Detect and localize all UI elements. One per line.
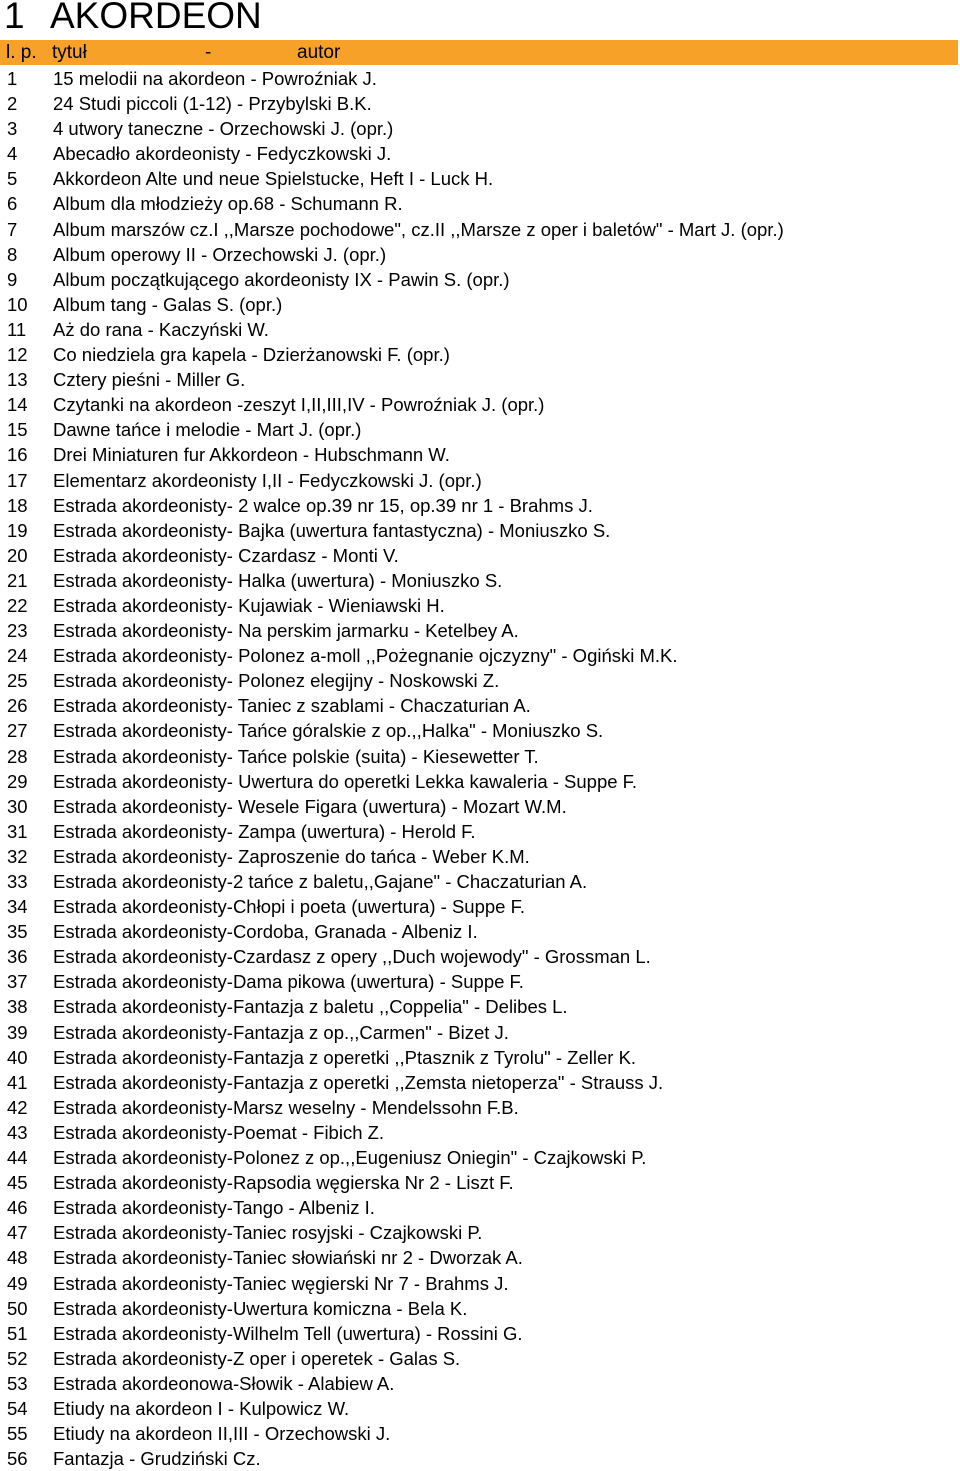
row-number: 53: [7, 1372, 28, 1394]
table-row: [0, 668, 958, 693]
row-number: 32: [7, 845, 28, 867]
row-title-author: Estrada akordeonisty- Zampa (uwertura) - Herold F.: [53, 820, 476, 842]
row-number: 30: [7, 795, 28, 817]
row-title-author: Estrada akordeonisty-Chłopi i poeta (uwertura) - Suppe F.: [53, 896, 525, 918]
table-row: [0, 1245, 958, 1270]
row-title-author: 24 Studi piccoli (1-12) - Przybylski B.K.: [53, 93, 372, 115]
row-title-author: Album tang - Galas S. (opr.): [53, 293, 283, 315]
row-title-author: Estrada akordeonisty-Polonez z op.,,Eugeniusz Oniegin" - Czajkowski P.: [53, 1147, 647, 1169]
row-title-author: Estrada akordeonisty-Tango - Albeniz I.: [53, 1197, 375, 1219]
table-row: [0, 367, 958, 392]
table-row: [0, 1120, 958, 1145]
row-number: 44: [7, 1147, 28, 1169]
table-row: [0, 794, 958, 819]
row-title-author: Estrada akordeonisty-Taniec słowiański nr 2 - Dworzak A.: [53, 1247, 523, 1269]
row-title-author: Album dla młodzieży op.68 - Schumann R.: [53, 193, 403, 215]
row-title-author: Estrada akordeonisty-Dama pikowa (uwertura) - Suppe F.: [53, 971, 524, 993]
row-title-author: Estrada akordeonisty- 2 walce op.39 nr 15, op.39 nr 1 - Brahms J.: [53, 494, 593, 516]
row-number: 1: [7, 68, 18, 89]
section-title: AKORDEON: [50, 0, 262, 36]
table-row: [0, 317, 958, 342]
table-row: [0, 1070, 958, 1095]
table-row: [0, 267, 958, 292]
row-title-author: Estrada akordeonisty-Wilhelm Tell (uwertura) - Rossini G.: [53, 1322, 523, 1344]
row-title-author: Estrada akordeonisty-Fantazja z op.,,Carmen" - Bizet J.: [53, 1021, 509, 1043]
row-title-author: Estrada akordeonisty- Polonez elegijny - Noskowski Z.: [53, 670, 500, 692]
row-title-author: Album początkującego akordeonisty IX - Pawin S. (opr.): [53, 268, 510, 290]
table-row: [0, 1271, 958, 1296]
row-number: 18: [7, 494, 28, 516]
table-row: [0, 166, 958, 191]
table-row: [0, 1020, 958, 1045]
row-number: 41: [7, 1071, 28, 1093]
table-row: [0, 894, 958, 919]
row-number: 50: [7, 1297, 28, 1319]
row-title-author: Estrada akordeonisty- Taniec z szablami - Chaczaturian A.: [53, 695, 531, 717]
row-title-author: Estrada akordeonisty-2 tańce z baletu,,Gajane" - Chaczaturian A.: [53, 871, 588, 892]
table-row: [0, 869, 958, 894]
table-row: [0, 292, 958, 317]
table-row: [0, 744, 958, 769]
row-number: 56: [7, 1448, 28, 1470]
table-row: [0, 1220, 958, 1245]
row-number: 25: [7, 670, 28, 692]
table-row: [0, 543, 958, 568]
row-number: 15: [7, 419, 28, 441]
column-header-separator: -: [205, 42, 212, 63]
row-title-author: Estrada akordeonisty- Wesele Figara (uwertura) - Mozart W.M.: [53, 795, 567, 817]
table-row: [0, 442, 958, 467]
table-row: [0, 568, 958, 593]
row-title-author: Estrada akordeonisty- Tańce polskie (suita) - Kiesewetter T.: [53, 745, 539, 767]
row-title-author: Etiudy na akordeon II,III - Orzechowski J.: [53, 1423, 391, 1445]
table-row: [0, 1045, 958, 1070]
row-title-author: Estrada akordeonisty- Halka (uwertura) - Moniuszko S.: [53, 569, 503, 591]
table-row: [0, 944, 958, 969]
row-number: 42: [7, 1096, 28, 1118]
table-row: [0, 1371, 958, 1396]
table-row: [0, 994, 958, 1019]
row-number: 2: [7, 93, 18, 115]
row-title-author: Fantazja - Grudziński Cz.: [53, 1448, 261, 1470]
row-number: 14: [7, 394, 28, 416]
row-number: 4: [7, 143, 18, 165]
row-number: 17: [7, 469, 28, 491]
row-number: 37: [7, 971, 28, 993]
row-number: 12: [7, 344, 28, 366]
table-row: [0, 1446, 958, 1471]
table-row: [0, 844, 958, 869]
table-row: [0, 468, 958, 493]
row-title-author: Estrada akordeonisty- Polonez a-moll ,,Pożegnanie ojczyzny" - Ogiński M.K.: [53, 645, 678, 667]
column-header-lp: l. p.: [6, 42, 37, 63]
row-number: 33: [7, 871, 28, 892]
row-number: 49: [7, 1272, 28, 1294]
section-number: 1: [4, 0, 25, 36]
row-number: 28: [7, 745, 28, 767]
row-title-author: Estrada akordeonisty-Czardasz z opery ,,Duch wojewody" - Grossman L.: [53, 946, 651, 968]
row-title-author: Album marszów cz.I ,,Marsze pochodowe", cz.II ,,Marsze z oper i baletów" - Mart J. (opr.): [53, 218, 784, 240]
table-row: [0, 969, 958, 994]
row-number: 20: [7, 544, 28, 566]
table-row: [0, 1170, 958, 1195]
row-number: 26: [7, 695, 28, 717]
row-number: 22: [7, 594, 28, 616]
row-title-author: Aż do rana - Kaczyński W.: [53, 318, 269, 340]
row-number: 45: [7, 1172, 28, 1194]
table-row: [0, 643, 958, 668]
table-row: [0, 1095, 958, 1120]
row-title-author: Czytanki na akordeon -zeszyt I,II,III,IV - Powroźniak J. (opr.): [53, 394, 545, 416]
row-number: 48: [7, 1247, 28, 1269]
table-header: [0, 40, 958, 65]
row-title-author: Estrada akordeonisty- Na perskim jarmarku - Ketelbey A.: [53, 620, 519, 642]
row-number: 52: [7, 1347, 28, 1369]
table-row: [0, 141, 958, 166]
row-number: 8: [7, 243, 18, 265]
column-header-author: autor: [297, 42, 341, 63]
row-title-author: Cztery pieśni - Miller G.: [53, 369, 246, 391]
row-title-author: Estrada akordeonisty- Czardasz - Monti V.: [53, 544, 399, 566]
table-row: [0, 593, 958, 618]
table-row: [0, 1421, 958, 1446]
row-title-author: Elementarz akordeonisty I,II - Fedyczkowski J. (opr.): [53, 469, 482, 491]
row-number: 10: [7, 293, 28, 315]
column-header-title: tytuł: [52, 42, 87, 63]
page-title: [0, 0, 262, 38]
row-title-author: Estrada akordeonisty-Taniec węgierski Nr 7 - Brahms J.: [53, 1272, 509, 1294]
row-title-author: Estrada akordeonisty-Fantazja z operetki ,,Ptasznik z Tyrolu" - Zeller K.: [53, 1046, 637, 1068]
row-number: 46: [7, 1197, 28, 1219]
table-row: [0, 91, 958, 116]
table-row: [0, 1195, 958, 1220]
row-title-author: Estrada akordeonisty-Marsz weselny - Mendelssohn F.B.: [53, 1096, 519, 1118]
row-number: 19: [7, 519, 28, 541]
row-number: 9: [7, 268, 18, 290]
row-number: 7: [7, 218, 18, 240]
row-number: 39: [7, 1021, 28, 1043]
table-row: [0, 1321, 958, 1346]
row-number: 35: [7, 921, 28, 943]
row-number: 23: [7, 620, 28, 642]
row-title-author: Estrada akordeonisty- Tańce góralskie z op.,,Halka" - Moniuszko S.: [53, 720, 604, 742]
table-row: [0, 618, 958, 643]
table-row: [0, 116, 958, 141]
row-title-author: Co niedziela gra kapela - Dzierżanowski F. (opr.): [53, 344, 450, 366]
row-number: 36: [7, 946, 28, 968]
row-title-author: Estrada akordeonisty-Fantazja z operetki ,,Zemsta nietoperza" - Strauss J.: [53, 1071, 664, 1093]
row-number: 31: [7, 820, 28, 842]
row-title-author: Estrada akordeonisty-Z oper i operetek - Galas S.: [53, 1347, 461, 1369]
table-row: [0, 819, 958, 844]
row-number: 27: [7, 720, 28, 742]
table-row: [0, 518, 958, 543]
row-number: 24: [7, 645, 28, 667]
table-row: [0, 66, 958, 91]
table-row: [0, 769, 958, 794]
table-row: [0, 417, 958, 442]
row-number: 11: [7, 318, 27, 340]
row-title-author: Album operowy II - Orzechowski J. (opr.): [53, 243, 387, 265]
row-title-author: Estrada akordeonowa-Słowik - Alabiew A.: [53, 1372, 395, 1394]
row-title-author: Estrada akordeonisty-Poemat - Fibich Z.: [53, 1121, 385, 1143]
row-title-author: Akkordeon Alte und neue Spielstucke, Heft I - Luck H.: [53, 168, 494, 190]
row-title-author: Estrada akordeonisty-Taniec rosyjski - Czajkowski P.: [53, 1222, 483, 1244]
row-title-author: Estrada akordeonisty- Bajka (uwertura fantastyczna) - Moniuszko S.: [53, 519, 611, 541]
row-number: 29: [7, 770, 28, 792]
row-title-author: Estrada akordeonisty-Cordoba, Granada - Albeniz I.: [53, 921, 478, 943]
row-title-author: Estrada akordeonisty- Uwertura do operetki Lekka kawaleria - Suppe F.: [53, 770, 638, 792]
row-number: 34: [7, 896, 28, 918]
table-row: [0, 693, 958, 718]
table-row: [0, 919, 958, 944]
catalog-list: [0, 66, 958, 1471]
table-row: [0, 217, 958, 242]
table-row: [0, 1396, 958, 1421]
row-title-author: Abecadło akordeonisty - Fedyczkowski J.: [53, 143, 392, 165]
row-number: 51: [7, 1322, 28, 1344]
row-number: 21: [7, 569, 28, 591]
row-number: 47: [7, 1222, 28, 1244]
table-row: [0, 1145, 958, 1170]
table-row: [0, 342, 958, 367]
row-title-author: Estrada akordeonisty- Kujawiak - Wieniawski H.: [53, 594, 445, 616]
row-number: 13: [7, 369, 28, 391]
row-title-author: Estrada akordeonisty-Fantazja z baletu ,,Coppelia" - Delibes L.: [53, 996, 568, 1018]
row-title-author: 15 melodii na akordeon - Powroźniak J.: [53, 68, 377, 89]
row-number: 5: [7, 168, 18, 190]
row-number: 6: [7, 193, 18, 215]
row-number: 40: [7, 1046, 28, 1068]
row-title-author: Estrada akordeonisty-Rapsodia węgierska Nr 2 - Liszt F.: [53, 1172, 514, 1194]
table-row: [0, 191, 958, 216]
table-row: [0, 1296, 958, 1321]
table-row: [0, 392, 958, 417]
row-number: 16: [7, 444, 28, 466]
row-title-author: Dawne tańce i melodie - Mart J. (opr.): [53, 419, 362, 441]
row-title-author: 4 utwory taneczne - Orzechowski J. (opr.): [53, 118, 394, 140]
row-title-author: Estrada akordeonisty-Uwertura komiczna - Bela K.: [53, 1297, 468, 1319]
row-title-author: Etiudy na akordeon I - Kulpowicz W.: [53, 1397, 350, 1419]
row-title-author: Estrada akordeonisty- Zaproszenie do tańca - Weber K.M.: [53, 845, 530, 867]
row-title-author: Drei Miniaturen fur Akkordeon - Hubschmann W.: [53, 444, 450, 466]
table-row: [0, 242, 958, 267]
row-number: 38: [7, 996, 28, 1018]
row-number: 55: [7, 1423, 28, 1445]
row-number: 3: [7, 118, 18, 140]
row-number: 43: [7, 1121, 28, 1143]
table-row: [0, 1346, 958, 1371]
table-row: [0, 718, 958, 743]
row-number: 54: [7, 1397, 28, 1419]
table-row: [0, 493, 958, 518]
